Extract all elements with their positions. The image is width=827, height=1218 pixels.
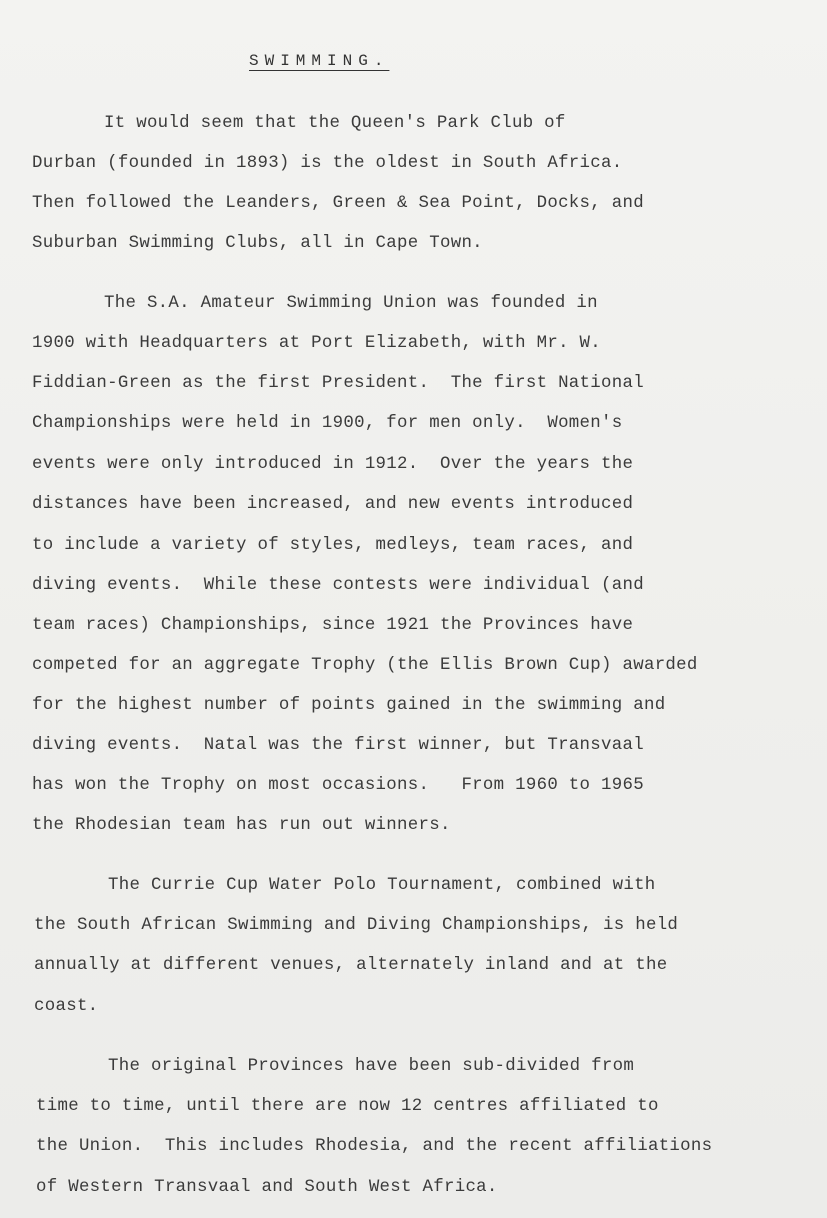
text-line: annually at different venues, alternately inland and at the — [34, 956, 668, 975]
text-line: Fiddian-Green as the first President. The first National — [32, 374, 644, 393]
text-line: 1900 with Headquarters at Port Elizabeth, with Mr. W. — [32, 334, 602, 353]
text-line: for the highest number of points gained in the swimming and — [32, 696, 666, 715]
text-line: to include a variety of styles, medleys, team races, and — [32, 536, 634, 555]
text-line: time to time, until there are now 12 centres affiliated to — [36, 1097, 659, 1116]
text-line: diving events. While these contests were individual (and — [32, 576, 644, 595]
text-line: competed for an aggregate Trophy (the Ellis Brown Cup) awarded — [32, 656, 698, 675]
text-line: the Union. This includes Rhodesia, and the recent affiliations — [36, 1137, 713, 1156]
text-line: The S.A. Amateur Swimming Union was founded in — [104, 294, 598, 313]
document-title: SWIMMING. — [249, 52, 390, 70]
text-line: Championships were held in 1900, for men only. Women's — [32, 414, 623, 433]
text-line: coast. — [34, 997, 99, 1016]
text-line: distances have been increased, and new events introduced — [32, 495, 634, 514]
text-line: has won the Trophy on most occasions. From 1960 to 1965 — [32, 776, 644, 795]
text-line: the South African Swimming and Diving Championships, is held — [34, 916, 679, 935]
text-line: of Western Transvaal and South West Africa. — [36, 1178, 498, 1197]
text-line: It would seem that the Queen's Park Club of — [104, 114, 566, 133]
text-line: diving events. Natal was the first winner, but Transvaal — [32, 736, 644, 755]
text-line: Suburban Swimming Clubs, all in Cape Town. — [32, 234, 483, 253]
text-line: team races) Championships, since 1921 the Provinces have — [32, 616, 634, 635]
text-line: The Currie Cup Water Polo Tournament, combined with — [108, 876, 656, 895]
text-line: The original Provinces have been sub-divided from — [108, 1057, 635, 1076]
text-line: the Rhodesian team has run out winners. — [32, 816, 451, 835]
text-line: Durban (founded in 1893) is the oldest in South Africa. — [32, 154, 623, 173]
text-line: events were only introduced in 1912. Over the years the — [32, 455, 634, 474]
text-line: Then followed the Leanders, Green & Sea Point, Docks, and — [32, 194, 644, 213]
